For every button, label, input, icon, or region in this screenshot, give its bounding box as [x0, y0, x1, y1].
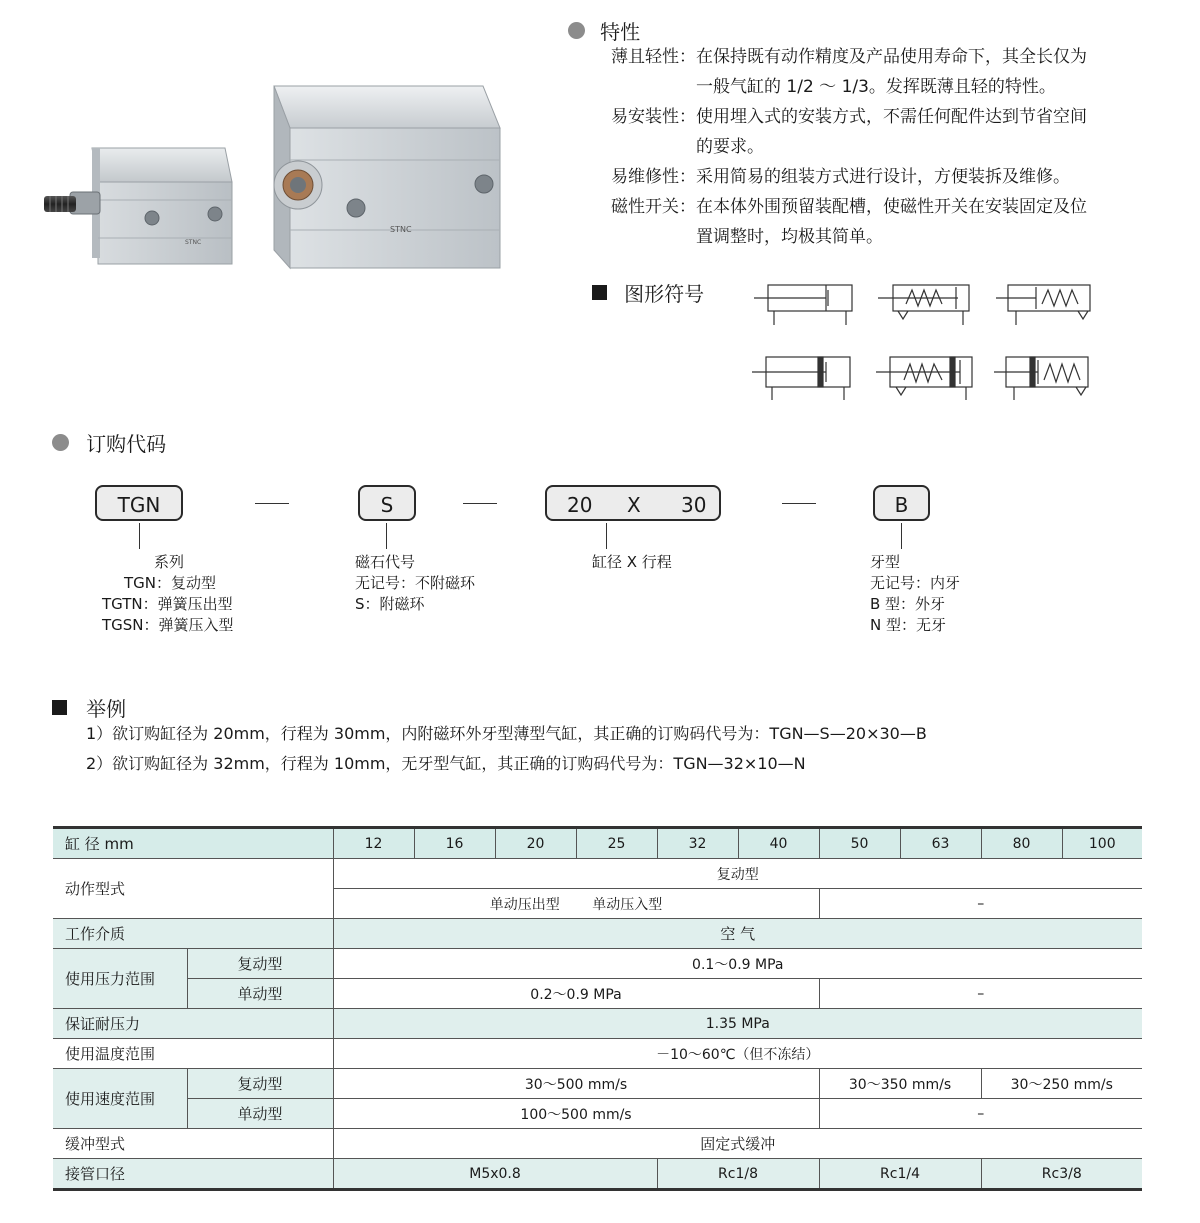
- code-leader-line: [139, 523, 140, 549]
- bore-label: 缸 径 mm: [53, 828, 333, 859]
- table-row-speed-single: [53, 1099, 1142, 1129]
- thread-description: [870, 552, 960, 636]
- action-single-na: –: [819, 889, 1142, 919]
- example-line: 2）欲订购缸径为 32mm，行程为 10mm，无牙型气缸，其正确的订购码代号为：TGN—32×10—N: [86, 754, 806, 773]
- table-header-row: [53, 828, 1142, 859]
- pressure-single-label: 单动型: [187, 979, 333, 1009]
- code-box-bore-stroke: [545, 485, 721, 521]
- bore-desc-title: 缸径 X 行程: [592, 553, 672, 571]
- symbols-title: 图形符号: [624, 282, 705, 306]
- feature-item: [600, 162, 1160, 192]
- table-row-pressure-single: [53, 979, 1142, 1009]
- speed-double-label: 复动型: [187, 1069, 333, 1099]
- code-box-thread: B: [873, 485, 930, 521]
- feature-item: [600, 102, 1160, 162]
- speed-single-value: 100～500 mm/s: [333, 1099, 819, 1129]
- symbol-spring-pull-icon: [996, 285, 1090, 325]
- bore-value: 20: [495, 828, 576, 859]
- action-single-in: 单动压入型: [592, 896, 663, 913]
- series-desc-line: TGTN：弹簧压出型: [102, 595, 233, 613]
- speed-single-label: 单动型: [187, 1099, 333, 1129]
- feature-desc-line: 一般气缸的 1/2 ～ 1/3。发挥既薄且轻的特性。: [696, 77, 1056, 97]
- series-desc-line: TGSN：弹簧压入型: [102, 616, 234, 634]
- speed-double-value-3: 30～250 mm/s: [981, 1069, 1142, 1099]
- symbol-spring-push-magnet-icon: [876, 357, 972, 400]
- port-label: 接管口径: [53, 1159, 333, 1190]
- table-row-speed-double: [53, 1069, 1142, 1099]
- bore-value: 25: [576, 828, 657, 859]
- section-square-icon: [592, 285, 607, 300]
- speed-double-value-1: 30～500 mm/s: [333, 1069, 819, 1099]
- magnet-desc-line: S：附磁环: [355, 595, 425, 613]
- feature-term: 易维修性：: [611, 167, 696, 187]
- thread-desc-title: 牙型: [870, 553, 901, 571]
- pressure-single-value: 0.2～0.9 MPa: [333, 979, 819, 1009]
- feature-desc-line: 在保持既有动作精度及产品使用寿命下，其全长仅为: [696, 47, 1087, 67]
- features-title: 特性: [600, 20, 641, 44]
- code-leader-line: [901, 523, 902, 549]
- magnet-desc-title: 磁石代号: [355, 553, 416, 571]
- series-desc-title: 系列: [154, 553, 185, 571]
- code-separator: [255, 503, 289, 504]
- table-row-cushion: [53, 1129, 1142, 1159]
- magnet-description: [355, 552, 475, 615]
- cushion-value: 固定式缓冲: [333, 1129, 1142, 1159]
- table-row-medium: [53, 919, 1142, 949]
- bore-value: 12: [333, 828, 414, 859]
- order-code-heading: [52, 428, 166, 457]
- pressure-single-na: –: [819, 979, 1142, 1009]
- thread-desc-line: N 型：无牙: [870, 616, 946, 634]
- feature-term: 磁性开关：: [611, 197, 696, 217]
- port-value-4: Rc3/8: [981, 1159, 1142, 1190]
- section-bullet-icon: [568, 22, 585, 39]
- bore-value: 40: [738, 828, 819, 859]
- bore-value: 50: [819, 828, 900, 859]
- symbol-spring-pull-magnet-icon: [994, 357, 1088, 400]
- feature-item: [600, 42, 1160, 102]
- proof-label: 保证耐压力: [53, 1009, 333, 1039]
- code-leader-line: [606, 523, 607, 549]
- medium-value: 空 气: [333, 919, 1142, 949]
- action-label: 动作型式: [53, 859, 333, 919]
- speed-single-na: –: [819, 1099, 1142, 1129]
- speed-label: 使用速度范围: [53, 1069, 187, 1129]
- section-bullet-icon: [52, 434, 69, 451]
- speed-double-value-2: 30～350 mm/s: [819, 1069, 981, 1099]
- thread-desc-line: B 型：外牙: [870, 595, 946, 613]
- feature-item: [600, 192, 1160, 252]
- features-heading: [568, 16, 640, 45]
- brand-mark-large: STNC: [390, 225, 412, 234]
- bore-value: 16: [414, 828, 495, 859]
- symbol-double-acting-magnet-icon: [752, 357, 850, 400]
- brand-mark-small: STNC: [185, 239, 202, 246]
- table-row-pressure-double: [53, 949, 1142, 979]
- pressure-double-label: 复动型: [187, 949, 333, 979]
- symbol-double-acting-icon: [754, 285, 852, 325]
- table-row-proof: [53, 1009, 1142, 1039]
- port-value-3: Rc1/4: [819, 1159, 981, 1190]
- symbol-spring-push-icon: [878, 285, 969, 325]
- spec-table: [53, 826, 1142, 1191]
- cushion-label: 缓冲型式: [53, 1129, 333, 1159]
- port-value-2: Rc1/8: [657, 1159, 819, 1190]
- code-separator: [463, 503, 497, 504]
- feature-term: 易安装性：: [611, 107, 696, 127]
- order-code-title: 订购代码: [86, 432, 167, 456]
- code-x-symbol: X: [627, 493, 641, 517]
- code-bore-value: 20: [567, 493, 593, 517]
- feature-desc-line: 采用简易的组装方式进行设计，方便装拆及维修。: [696, 167, 1070, 187]
- table-row-temperature: [53, 1039, 1142, 1069]
- examples-title: 举例: [86, 697, 127, 721]
- medium-label: 工作介质: [53, 919, 333, 949]
- examples-heading: [52, 693, 126, 722]
- product-photo-large-cylinder: [268, 80, 508, 275]
- magnet-desc-line: 无记号：不附磁环: [355, 574, 476, 592]
- pneumatic-symbols: [748, 278, 1098, 403]
- product-photo-small-cylinder: [40, 140, 240, 275]
- symbols-heading: [592, 278, 704, 307]
- proof-value: 1.35 MPa: [333, 1009, 1142, 1039]
- pressure-label: 使用压力范围: [53, 949, 187, 1009]
- table-row-action-double: [53, 859, 1142, 889]
- bore-value: 100: [1062, 828, 1142, 859]
- code-box-series: TGN: [95, 485, 183, 521]
- bore-stroke-description: [592, 552, 672, 573]
- bore-value: 80: [981, 828, 1062, 859]
- feature-desc-line: 的要求。: [696, 137, 764, 157]
- section-square-icon: [52, 700, 67, 715]
- feature-desc-line: 在本体外围预留装配槽，使磁性开关在安装固定及位: [696, 197, 1087, 217]
- code-stroke-value: 30: [681, 493, 707, 517]
- code-box-magnet: S: [358, 485, 416, 521]
- thread-desc-line: 无记号：内牙: [870, 574, 961, 592]
- bore-value: 63: [900, 828, 981, 859]
- action-single-out: 单动压出型: [489, 896, 560, 913]
- temp-label: 使用温度范围: [53, 1039, 333, 1069]
- table-row-port: [53, 1159, 1142, 1190]
- port-value-1: M5x0.8: [333, 1159, 657, 1190]
- bore-value: 32: [657, 828, 738, 859]
- example-line: 1）欲订购缸径为 20mm，行程为 30mm，内附磁环外牙型薄型气缸，其正确的订购码代号为：TGN—S—20×30—B: [86, 724, 927, 743]
- code-separator: [782, 503, 816, 504]
- series-desc-line: TGN：复动型: [124, 574, 217, 592]
- code-leader-line: [386, 523, 387, 549]
- feature-desc-line: 使用埋入式的安装方式，不需任何配件达到节省空间: [696, 107, 1087, 127]
- action-single-value: [333, 889, 819, 919]
- feature-desc-line: 置调整时，均极其简单。: [696, 227, 883, 247]
- temp-value: －10～60℃（但不冻结）: [333, 1039, 1142, 1069]
- series-description: [98, 552, 248, 636]
- pressure-double-value: 0.1～0.9 MPa: [333, 949, 1142, 979]
- feature-term: 薄且轻性：: [611, 47, 696, 67]
- action-double-value: 复动型: [333, 859, 1142, 889]
